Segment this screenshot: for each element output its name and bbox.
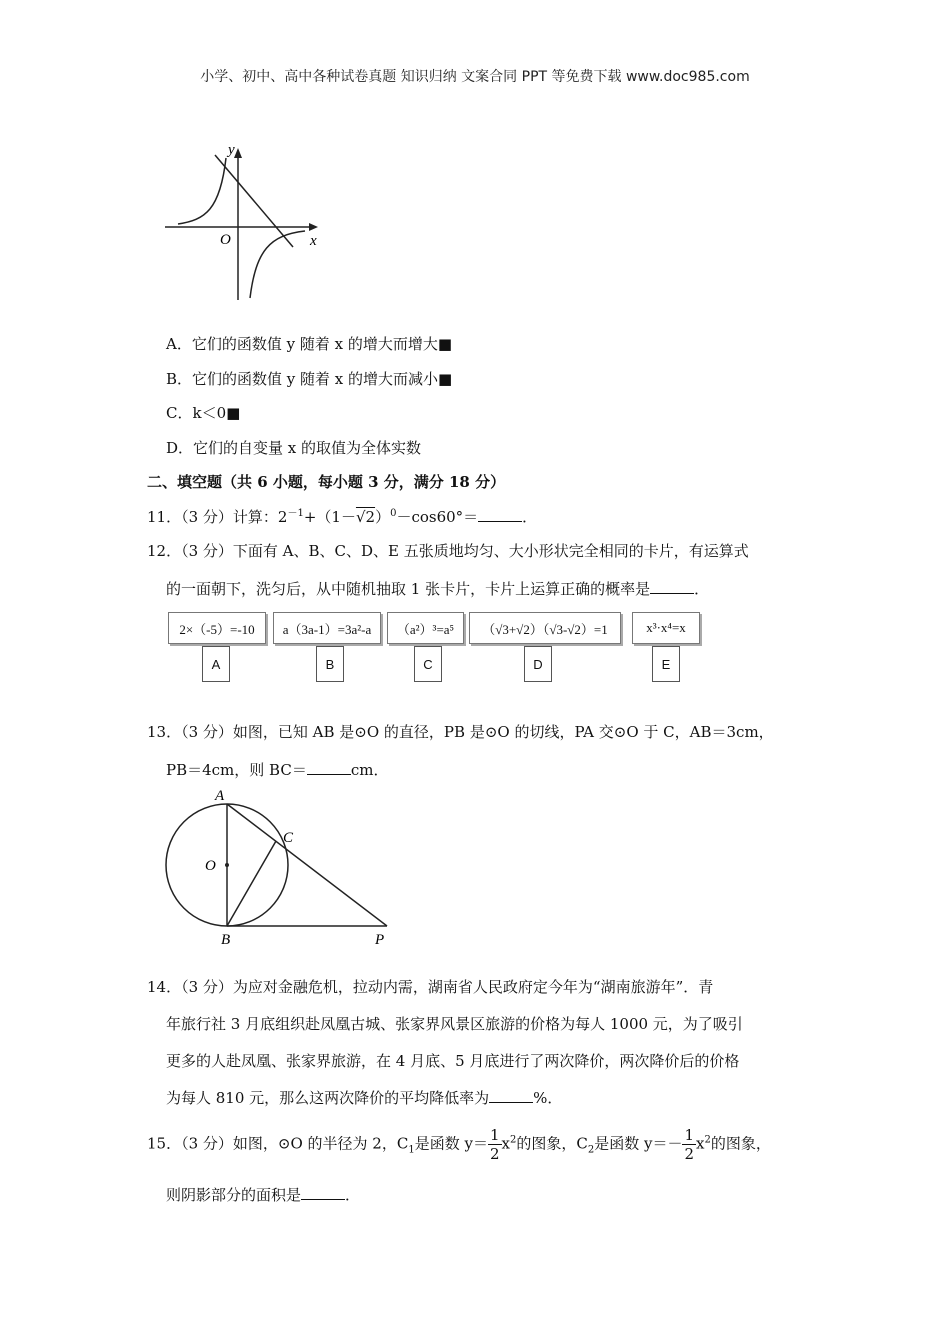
secant-pa — [227, 804, 387, 926]
question-12-line1: 12．（3 分）下面有 A、B、C、D、E 五张质地均匀、大小形状完全相同的卡片，有运算式 — [147, 542, 749, 560]
center-point — [225, 863, 229, 867]
section-title: 二、填空题（共 6 小题，每小题 3 分，满分 18 分） — [147, 473, 506, 491]
question-11: 11．（3 分）计算：$2^{-1}+(1-√2)^0-\cos 60^\circ=$ ． — [147, 508, 538, 526]
answer-blank — [478, 509, 522, 522]
label-o: O — [205, 858, 216, 874]
label-a: A — [215, 788, 225, 804]
card-c-expression: （a²）³=a⁵ — [387, 612, 464, 644]
card-a-label: A — [202, 646, 230, 682]
question-14-line4: 为每人 810 元，那么这两次降价的平均降低率为 %． — [166, 1089, 563, 1107]
hyperbola-branch-left — [178, 158, 226, 224]
function-graph — [160, 140, 340, 305]
card-d-label: D — [524, 646, 552, 682]
label-p: P — [375, 932, 385, 948]
question-15-line1: 15．（3 分）如图，⊙O 的半径为 2，$C_1$是函数 y＝ $\frac{1}{2}$ $x^2$的图象，$C_2$是函数 y＝－ $\frac{1}{2}$ $x^2$的图象， — [147, 1126, 771, 1163]
card-d-expression: （√3+√2）（√3-√2）=1 — [469, 612, 621, 644]
origin-label: O — [220, 232, 231, 248]
x-label: x — [310, 233, 317, 249]
x-axis-arrow — [309, 223, 318, 231]
fraction-half-negative: $\frac{1}{2}$ — [684, 1126, 695, 1163]
answer-blank — [650, 581, 694, 594]
y-axis-arrow — [234, 148, 242, 158]
question-13-line2: PB＝4cm，则 BC＝ cm． — [166, 761, 389, 779]
question-14-line1: 14．（3 分）为应对金融危机，拉动内需，湖南省人民政府定今年为“湖南旅游年”．青 — [147, 978, 714, 996]
card-c-label: C — [414, 646, 442, 682]
answer-blank — [489, 1090, 533, 1103]
option-c: C．k＜0■ — [166, 404, 241, 422]
option-b: B．它们的函数值 y 随着 x 的增大而减小■ — [166, 370, 453, 388]
y-label: y — [228, 142, 235, 158]
question-13-line1: 13．（3 分）如图，已知 AB 是⊙O 的直径，PB 是⊙O 的切线，PA 交⊙O 于 C，AB＝3cm， — [147, 723, 774, 741]
question-12-line2: 的一面朝下，洗匀后，从中随机抽取 1 张卡片，卡片上运算正确的概率是 ． — [166, 580, 710, 598]
card-b-label: B — [316, 646, 344, 682]
answer-blank — [307, 762, 351, 775]
label-c: C — [283, 830, 294, 846]
card-a-expression: 2×（-5）=-10 — [168, 612, 266, 644]
answer-blank — [301, 1187, 345, 1200]
page-header: 小学、初中、高中各种试卷真题 知识归纳 文案合同 PPT 等免费下载 www.doc985.com — [200, 69, 750, 85]
fraction-half: $\frac{1}{2}$ — [489, 1126, 500, 1163]
circle-tangent-figure — [155, 782, 400, 952]
question-14-line2: 年旅行社 3 月底组织赴凤凰古城、张家界风景区旅游的价格为每人 1000 元，为了吸引 — [166, 1015, 743, 1033]
option-d: D．它们的自变量 x 的取值为全体实数 — [166, 439, 422, 457]
card-e-label: E — [652, 646, 680, 682]
card-e-expression: x³·x⁴=x — [632, 612, 700, 644]
question-14-line3: 更多的人赴凤凰、张家界旅游，在 4 月底、5 月底进行了两次降价，两次降价后的价格 — [166, 1052, 740, 1070]
question-15-line2: 则阴影部分的面积是 ． — [166, 1186, 361, 1204]
chord-bc — [227, 841, 276, 926]
hyperbola-branch-right — [250, 231, 305, 298]
card-b-expression: a（3a-1）=3a²-a — [273, 612, 381, 644]
option-a: A．它们的函数值 y 随着 x 的增大而增大■ — [166, 335, 453, 353]
label-b: B — [221, 932, 231, 948]
